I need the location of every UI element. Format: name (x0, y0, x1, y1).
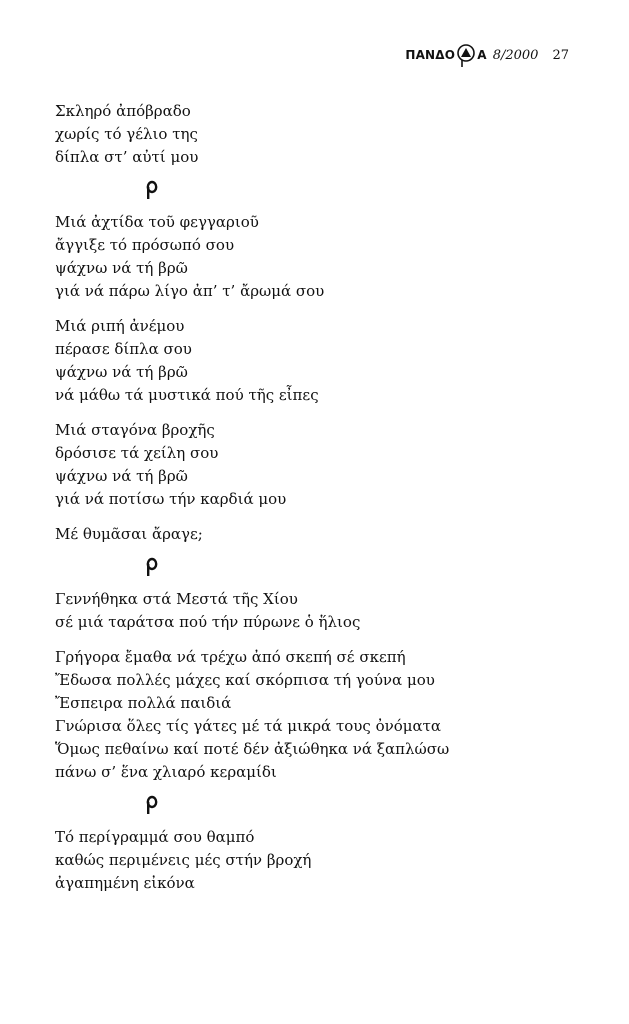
section-separator (55, 556, 595, 582)
stanza (55, 211, 595, 303)
page-number: 27 (552, 47, 569, 63)
poem-line: Γρήγορα ἔμαθα νά τρέχω ἀπό σκεπή σέ σκεπή (55, 648, 406, 666)
issue-number: 8/2000 (492, 47, 539, 63)
section-separator (55, 794, 595, 820)
pandora-box-icon (456, 43, 476, 67)
journal-logo (405, 43, 486, 67)
logo-text-left: ΠΑΝΔΟ (405, 48, 456, 62)
poem-line: Μιά ἀχτίδα τοῦ φεγγαριοῦ (55, 213, 259, 231)
poem-line: Τό περίγραμμά σου θαμπό (55, 828, 255, 846)
stanza (55, 826, 595, 895)
running-header (405, 43, 569, 67)
poem-line: γιά νά πάρω λίγο ἀπ’ τ’ ἄρωμά σου (55, 282, 325, 300)
stanza (55, 315, 595, 407)
poem-line: Ἔσπειρα πολλά παιδιά (55, 694, 232, 712)
poem-line: Ἔδωσα πολλές μάχες καί σκόρπισα τή γούνα μου (55, 671, 435, 689)
poem-line: ἀγαπημένη εἰκόνα (55, 874, 195, 892)
poem-line: χωρίς τό γέλιο της (55, 125, 198, 143)
poem-line: πάνω σ’ ἕνα χλιαρό κεραμίδι (55, 763, 277, 781)
stanza (55, 100, 595, 169)
poem-line: ψάχνω νά τή βρῶ (55, 363, 188, 381)
poem-line: καθώς περιμένεις μές στήν βροχή (55, 851, 312, 869)
poem-body (55, 100, 595, 907)
poem-line: Μιά ριπή ἀνέμου (55, 317, 185, 335)
poem-line: Μέ θυμᾶσαι ἄραγε; (55, 525, 203, 543)
poem-line: δρόσισε τά χείλη σου (55, 444, 219, 462)
poem-line: σέ μιά ταράτσα πού τήν πύρωνε ὁ ἥλιος (55, 613, 361, 631)
section-separator (55, 179, 595, 205)
poem-line: ἄγγιξε τό πρόσωπό σου (55, 236, 235, 254)
poem-line: Ὅμως πεθαίνω καί ποτέ δέν ἀξιώθηκα νά ξαπλώσω (55, 740, 450, 758)
poem-line: ψάχνω νά τή βρῶ (55, 259, 188, 277)
ornament-icon (146, 556, 158, 578)
poem-line: γιά νά ποτίσω τήν καρδιά μου (55, 490, 287, 508)
ornament-icon (146, 794, 158, 816)
poem-line: Γεννήθηκα στά Μεστά τῆς Χίου (55, 590, 298, 608)
poem-line: Σκληρό ἀπόβραδο (55, 102, 191, 120)
poem-line: Μιά σταγόνα βροχῆς (55, 421, 215, 439)
logo-text-right: Α (477, 48, 487, 62)
poem-line: νά μάθω τά μυστικά πού τῆς εἶπες (55, 386, 319, 404)
stanza (55, 588, 595, 634)
poem-line: πέρασε δίπλα σου (55, 340, 192, 358)
ornament-icon (146, 179, 158, 201)
poem-line: δίπλα στ’ αὐτί μου (55, 148, 199, 166)
poem-line: ψάχνω νά τή βρῶ (55, 467, 188, 485)
poem-line: Γνώρισα ὅλες τίς γάτες μέ τά μικρά τους ὀνόματα (55, 717, 442, 735)
stanza (55, 419, 595, 511)
stanza (55, 646, 595, 784)
stanza (55, 523, 595, 546)
